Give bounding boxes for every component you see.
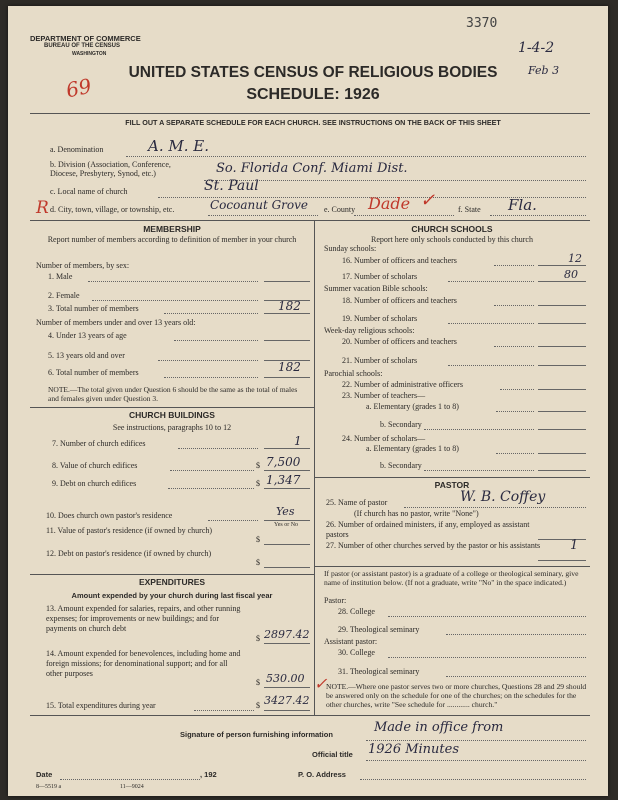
division-line: [204, 180, 586, 181]
membership-note: NOTE.—The total given under Question 6 should be the same as the total of males and females given under Question 3.: [48, 385, 298, 403]
hand-top-right-note: 1-4-2: [518, 40, 555, 56]
state-line: [490, 215, 586, 216]
q15-dollar: $: [256, 701, 260, 710]
red-check-icon: ✓: [314, 674, 328, 693]
date-line[interactable]: [60, 779, 200, 780]
q20-dots: [494, 346, 534, 347]
q16-field[interactable]: [538, 265, 586, 266]
signature-label: Signature of person furnishing information: [180, 730, 333, 739]
q25-line: [404, 507, 586, 508]
signature-value[interactable]: Made in office from: [374, 720, 504, 735]
q23b-field[interactable]: [538, 429, 586, 430]
q31-field[interactable]: [446, 676, 586, 677]
date-label: Date: [36, 770, 53, 779]
q10-label: 10. Does church own pastor's residence: [46, 511, 173, 520]
q29-field[interactable]: [446, 634, 586, 635]
q24a-label: a. Elementary (grades 1 to 8): [366, 444, 459, 453]
q18-field[interactable]: [538, 305, 586, 306]
q1-label: 1. Male: [48, 272, 73, 281]
local-name-value[interactable]: St. Paul: [204, 178, 259, 194]
q6-value[interactable]: 182: [278, 360, 301, 374]
q15-field[interactable]: [264, 710, 310, 711]
q24-label: 24. Number of scholars—: [342, 434, 426, 443]
q2-label: 2. Female: [48, 291, 80, 300]
q10-field[interactable]: [264, 520, 310, 521]
q9-label: 9. Debt on church edifices: [52, 479, 137, 488]
q27-label: 27. Number of other churches served by the pastor or his assistants: [326, 541, 541, 550]
schedule-title: SCHEDULE: 1926: [246, 86, 380, 103]
q24a-field[interactable]: [538, 453, 586, 454]
hand-red-number: 69: [63, 73, 94, 103]
denomination-value[interactable]: A. M. E.: [148, 137, 209, 155]
state-label: f. State: [458, 205, 481, 214]
q17-label: 17. Number of scholars: [342, 272, 418, 281]
schools-title: CHURCH SCHOOLS: [411, 224, 493, 234]
q6-dots: [164, 377, 258, 378]
q24b-dots: [424, 470, 534, 471]
q25-note: (If church has no pastor, write "None"): [354, 509, 479, 518]
q23a-label: a. Elementary (grades 1 to 8): [366, 402, 459, 411]
pastor-note: NOTE.—Where one pastor serves two or more churches, Questions 28 and 29 should be answered only on the schedule for one of the churches; on the schedules for the other churches, write "See schedule for ............ church.": [326, 682, 587, 709]
q5-label: 5. 13 years old and over: [48, 351, 125, 360]
denomination-label: a. Denomination: [50, 145, 104, 154]
instructions-line: FILL OUT A SEPARATE SCHEDULE FOR EACH CHURCH. SEE INSTRUCTIONS ON THE BACK OF THIS SHEET: [125, 118, 501, 127]
q24b-field[interactable]: [538, 470, 586, 471]
q7-value[interactable]: 1: [294, 434, 302, 448]
bureau-heading: BUREAU OF THE CENSUS: [44, 43, 121, 49]
q9-value[interactable]: 1,347: [266, 473, 301, 487]
assistant-pastor-subheading: Assistant pastor:: [324, 637, 378, 646]
q27-value[interactable]: 1: [570, 538, 579, 553]
county-line: [354, 215, 454, 216]
weekday-schools-label: Week-day religious schools:: [324, 326, 415, 335]
q1-field[interactable]: [264, 281, 310, 282]
membership-title: MEMBERSHIP: [143, 224, 201, 234]
q29-label: 29. Theological seminary: [338, 625, 420, 634]
q12-label: 12. Debt on pastor's residence (if owned by church): [46, 549, 212, 558]
q10-value[interactable]: Yes: [276, 505, 295, 518]
q25-value[interactable]: W. B. Coffey: [460, 489, 546, 505]
denomination-line: [126, 156, 586, 157]
q8-field[interactable]: [264, 470, 310, 471]
q14-value[interactable]: 530.00: [266, 672, 305, 685]
q9-dots: [168, 488, 254, 489]
q19-field[interactable]: [538, 323, 586, 324]
graduate-note: If pastor (or assistant pastor) is a graduate of a college or theological seminary, give name of institution below. (If not a graduate, write "No" in the space indicated.): [324, 569, 579, 587]
q18-dots: [494, 305, 534, 306]
q2-dots: [92, 300, 258, 301]
q21-field[interactable]: [538, 365, 586, 366]
stamp-number: 3370: [466, 16, 498, 31]
q26-field[interactable]: [538, 539, 586, 540]
grid-center-rule: [314, 220, 315, 715]
pastor-subheading: Pastor:: [324, 596, 347, 605]
official-title-value[interactable]: 1926 Minutes: [368, 742, 460, 757]
po-address-line[interactable]: [360, 779, 586, 780]
q6-field[interactable]: [264, 377, 310, 378]
q23-label: 23. Number of teachers—: [342, 391, 426, 400]
q19-dots: [448, 323, 534, 324]
membership-subtitle: Report number of members according to definition of member in your church: [47, 235, 297, 244]
form-number: 8—5519 a: [36, 784, 62, 790]
official-title-line: [366, 760, 586, 761]
q23b-dots: [424, 429, 534, 430]
hand-red-r: R: [36, 198, 49, 218]
state-value[interactable]: Fla.: [508, 196, 537, 214]
q8-label: 8. Value of church edifices: [52, 461, 138, 470]
local-name-label: c. Local name of church: [50, 187, 128, 196]
q21-label: 21. Number of scholars: [342, 356, 418, 365]
q22-dots: [500, 389, 534, 390]
q14-dollar: $: [256, 678, 260, 687]
q4-dots: [174, 340, 258, 341]
q25-label: 25. Name of pastor: [326, 498, 388, 507]
county-label: e. County: [324, 205, 356, 214]
q9-field[interactable]: [264, 488, 310, 489]
grid-bottom-rule: [30, 715, 590, 716]
q12-field[interactable]: [264, 567, 310, 568]
q13-dollar: $: [256, 634, 260, 643]
official-title-label: Official title: [312, 750, 353, 759]
sunday-schools-label: Sunday schools:: [324, 244, 377, 253]
q3-dots: [164, 313, 258, 314]
q15-value[interactable]: 3427.42: [264, 694, 310, 707]
header-rule: [30, 113, 590, 114]
q7-label: 7. Number of church edifices: [52, 439, 146, 448]
grid-top-rule: [30, 220, 590, 221]
city-line: [208, 215, 318, 216]
q16-label: 16. Number of officers and teachers: [342, 256, 457, 265]
q23a-field[interactable]: [538, 411, 586, 412]
hand-feb-note: Feb 3: [528, 64, 560, 77]
signature-line: [366, 740, 586, 741]
q13-value[interactable]: 2897.42: [264, 628, 310, 641]
q8-dollar: $: [256, 461, 260, 470]
department-heading: DEPARTMENT OF COMMERCE: [30, 34, 141, 43]
q28-label: 28. College: [338, 607, 375, 616]
q5-dots: [158, 360, 258, 361]
q23a-dots: [496, 411, 534, 412]
division-value[interactable]: So. Florida Conf. Miami Dist.: [216, 161, 408, 176]
pastor-title: PASTOR: [434, 480, 470, 490]
q4-label: 4. Under 13 years of age: [48, 331, 127, 340]
q14-label: 14. Amount expended for benevolences, including home and foreign missions; for denominational support; and for all other purposes: [46, 649, 241, 678]
buildings-subtitle: See instructions, paragraphs 10 to 12: [112, 423, 232, 432]
red-check-icon: ✓: [420, 190, 436, 211]
q7-field[interactable]: [264, 448, 310, 449]
q13-label: 13. Amount expended for salaries, repairs, and other running expenses; for improvements or new buildings; and for payments on church debt: [46, 604, 241, 633]
q14-field[interactable]: [264, 687, 310, 688]
city-label: d. City, town, village, or township, etc.: [50, 205, 175, 214]
expenditures-top-rule: [30, 574, 314, 575]
county-value[interactable]: Dade: [368, 194, 411, 213]
summer-schools-label: Summer vacation Bible schools:: [324, 284, 428, 293]
q31-label: 31. Theological seminary: [338, 667, 420, 676]
q3-field[interactable]: [264, 313, 310, 314]
q22-field[interactable]: [538, 389, 586, 390]
city-value[interactable]: Cocoanut Grove: [210, 198, 309, 212]
q20-label: 20. Number of officers and teachers: [342, 337, 457, 346]
q8-value[interactable]: 7,500: [266, 455, 301, 469]
po-address-label: P. O. Address: [298, 770, 346, 779]
expenditures-title: EXPENDITURES: [138, 577, 206, 587]
schools-subtitle: Report here only schools conducted by this church: [371, 235, 533, 244]
q3-label: 3. Total number of members: [48, 304, 139, 313]
q4-field[interactable]: [264, 340, 310, 341]
form-title: UNITED STATES CENSUS OF RELIGIOUS BODIES: [128, 64, 498, 81]
print-number: 11—9024: [120, 784, 144, 790]
q30-label: 30. College: [338, 648, 375, 657]
q17-field[interactable]: [538, 281, 586, 282]
q26-label: 26. Number of ordained ministers, if any, employed as assistant pastors: [326, 520, 530, 539]
membership-sex-label: Number of members, by sex:: [36, 261, 130, 270]
q21-dots: [448, 365, 534, 366]
q24a-dots: [496, 453, 534, 454]
q17-value[interactable]: 80: [564, 268, 578, 281]
q11-field[interactable]: [264, 544, 310, 545]
q30-field[interactable]: [388, 657, 586, 658]
expenditures-subtitle: Amount expended by your church during last fiscal year: [71, 591, 273, 600]
q10-dots: [208, 520, 258, 521]
q19-label: 19. Number of scholars: [342, 314, 418, 323]
pastor-top-rule: [314, 477, 590, 478]
q7-dots: [178, 448, 258, 449]
q16-value[interactable]: 12: [568, 252, 582, 265]
city-heading: WASHINGTON: [72, 51, 107, 57]
buildings-top-rule: [30, 407, 314, 408]
q13-field[interactable]: [264, 643, 310, 644]
q12-dollar: $: [256, 558, 260, 567]
q27-field[interactable]: [538, 560, 586, 561]
division-label: b. Division (Association, Conference, Diocese, Presbytery, Synod, etc.): [50, 160, 171, 178]
q8-dots: [170, 470, 254, 471]
membership-age-label: Number of members under and over 13 years old:: [36, 318, 196, 327]
q9-dollar: $: [256, 479, 260, 488]
q22-label: 22. Number of administrative officers: [342, 380, 463, 389]
q16-dots: [494, 265, 534, 266]
q6-label: 6. Total number of members: [48, 368, 139, 377]
q28-field[interactable]: [388, 616, 586, 617]
date-year: , 192: [200, 770, 217, 779]
census-schedule-sheet: [8, 6, 608, 796]
buildings-title: CHURCH BUILDINGS: [129, 410, 215, 420]
graduate-top-rule: [314, 566, 590, 567]
q24b-label: b. Secondary: [380, 461, 422, 470]
q20-field[interactable]: [538, 346, 586, 347]
q3-value[interactable]: 182: [278, 299, 301, 313]
q11-dollar: $: [256, 535, 260, 544]
q10-yes-no-hint: Yes or No: [274, 522, 299, 528]
q15-dots: [194, 710, 254, 711]
parochial-schools-label: Parochial schools:: [324, 369, 383, 378]
q18-label: 18. Number of officers and teachers: [342, 296, 457, 305]
q11-label: 11. Value of pastor's residence (if owned by church): [46, 526, 213, 535]
q17-dots: [448, 281, 534, 282]
q15-label: 15. Total expenditures during year: [46, 701, 156, 710]
q23b-label: b. Secondary: [380, 420, 422, 429]
q1-dots: [88, 281, 258, 282]
